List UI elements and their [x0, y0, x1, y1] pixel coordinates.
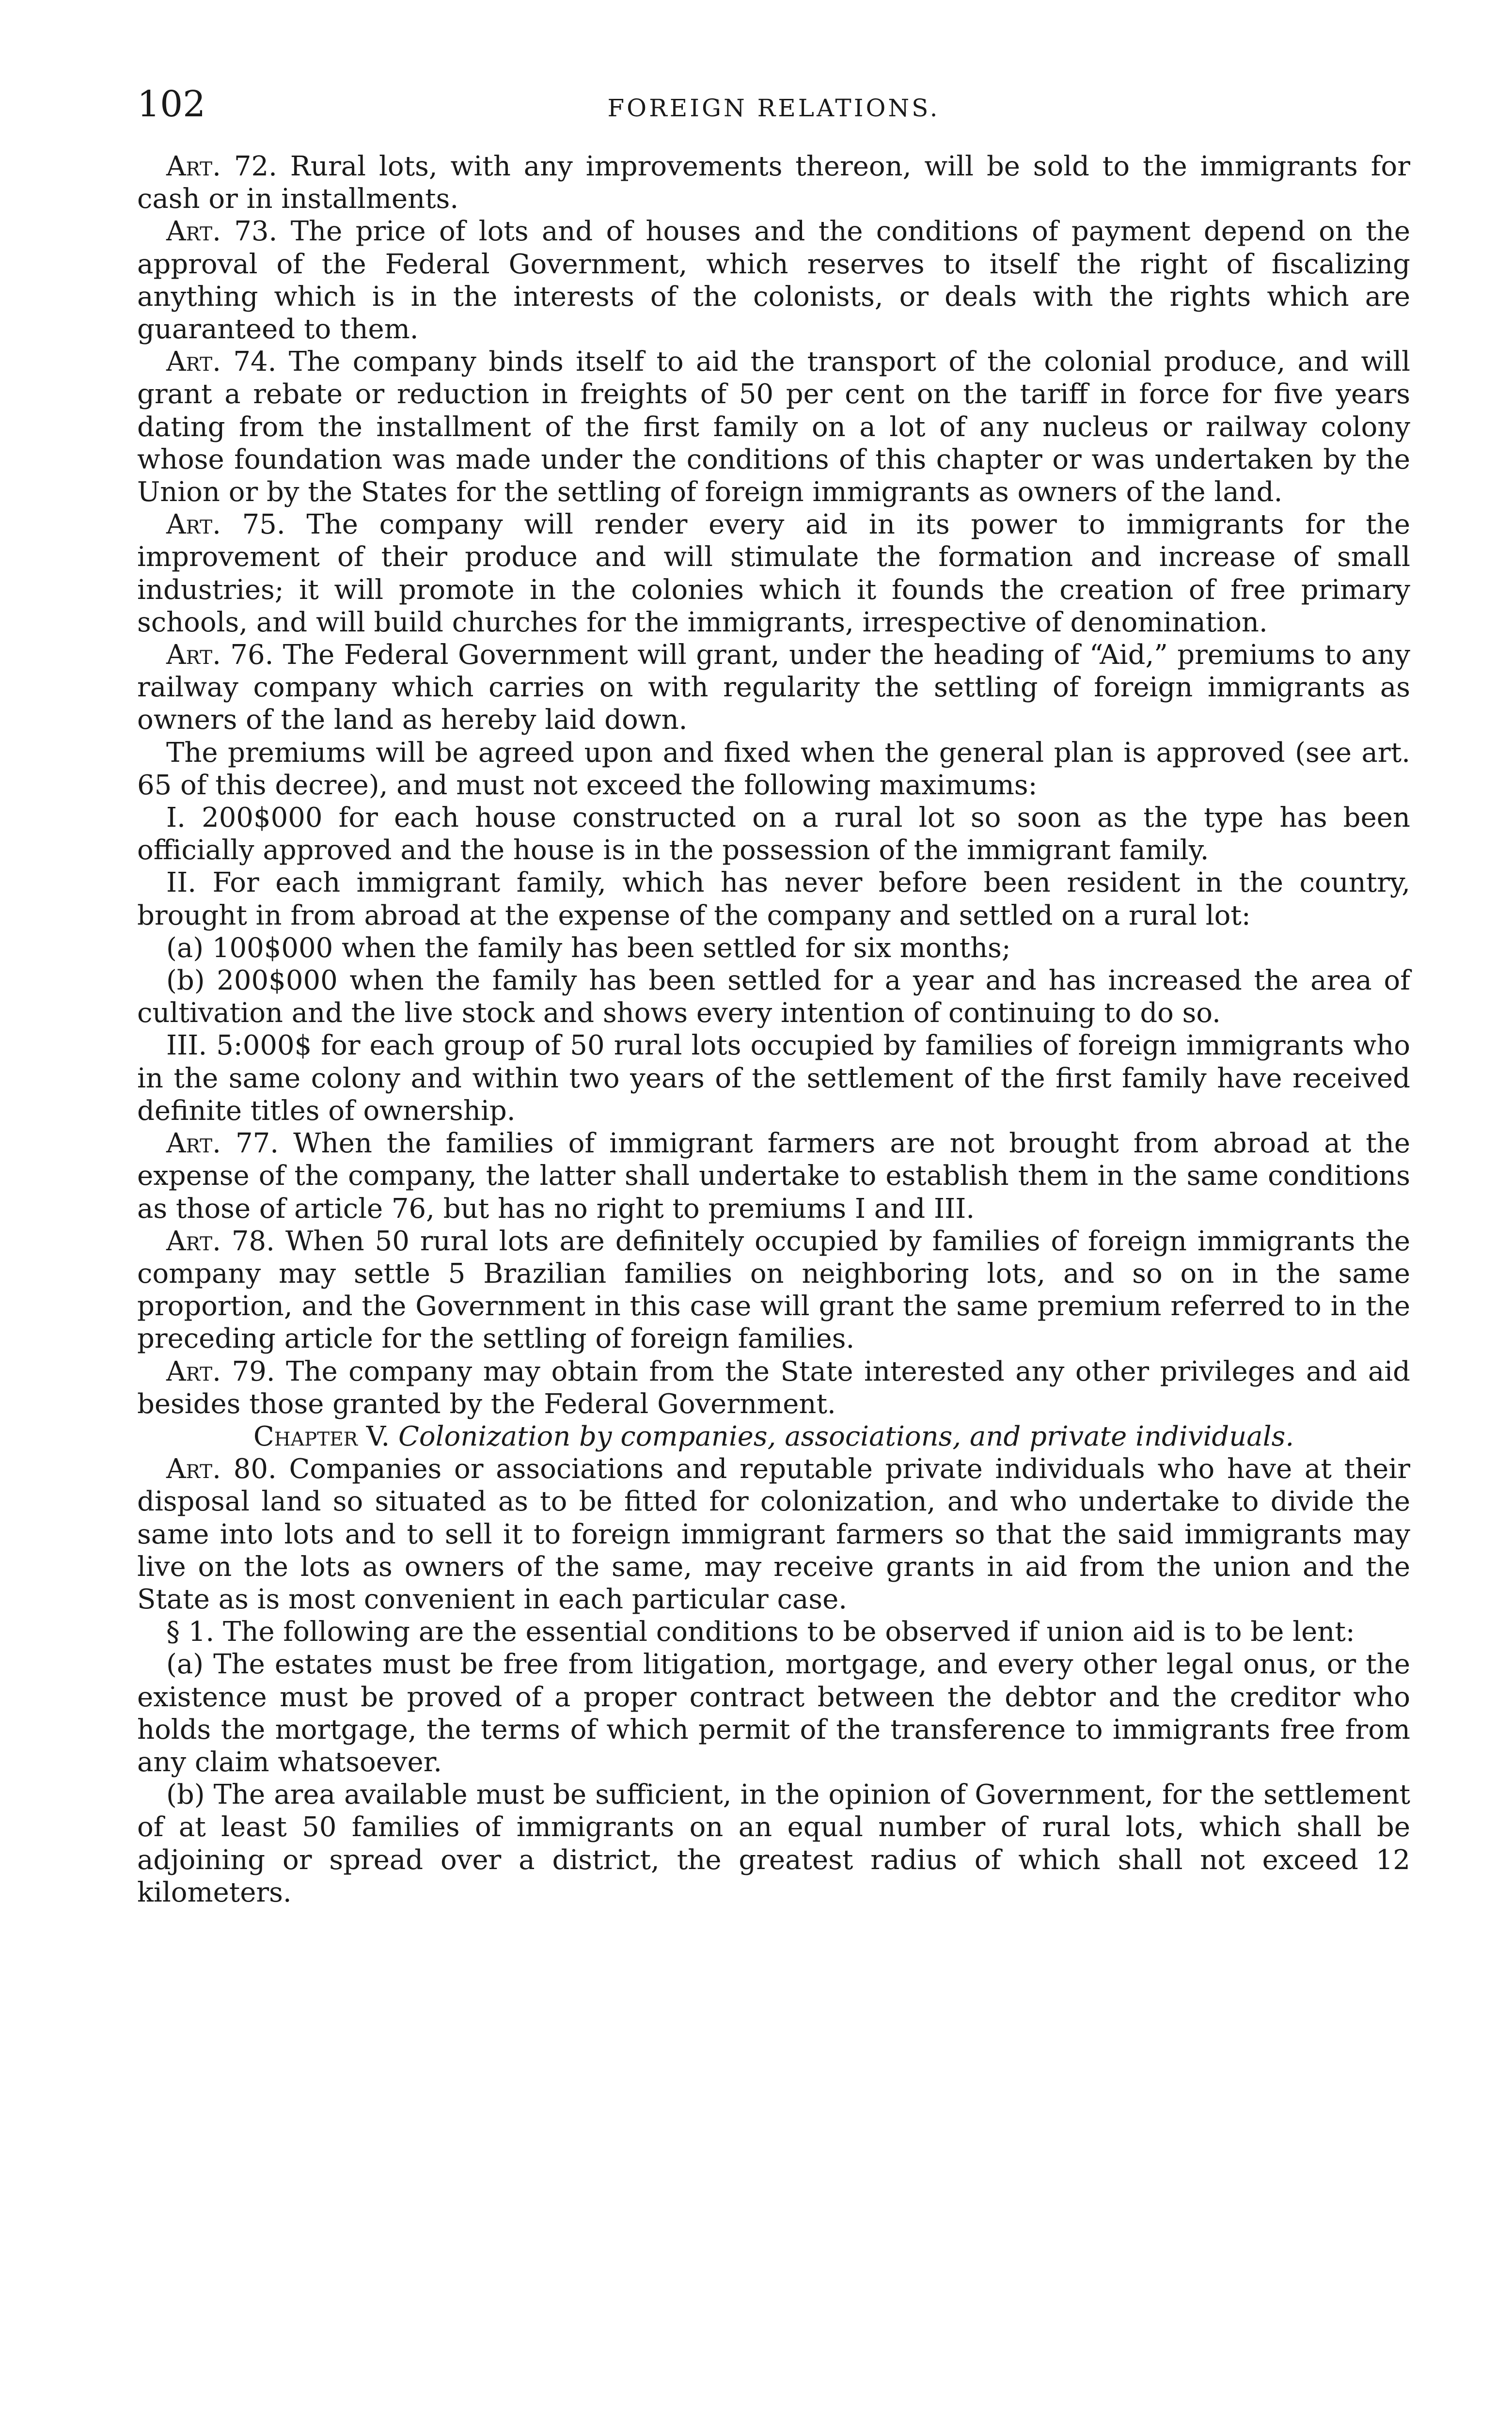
- article-number: 72.: [220, 151, 277, 182]
- article-number: 80.: [220, 1453, 277, 1485]
- paragraph-text: I. 200$000 for each house constructed on a rural lot so soon as the type has been officially approved and the house is in the possession of the immigrant family.: [137, 802, 1410, 866]
- chapter-label: Chapter: [253, 1420, 358, 1452]
- article-label: Art.: [166, 216, 221, 248]
- article-number: 79.: [220, 1355, 275, 1387]
- paragraph-text: The company may obtain from the State interested any other privileges and aid besides those granted by the Federal Government.: [137, 1355, 1411, 1420]
- paragraph-text: III. 5:000$ for each group of 50 rural lots occupied by families of foreign immigrants who in the same colony and within two years of the settlement of the first family have received definite titles of ownership.: [137, 1030, 1410, 1127]
- paragraph-text: The company will render every aid in its power to immigrants for the improvement of their produce and will stimulate the formation and increase of small industries; it will promote in the colonies which it founds the creation of free primary schools, and will build churches for the immigrants, irrespective of denomination.: [137, 509, 1410, 638]
- paragraph-premium-ii-a: [137, 932, 1410, 964]
- article-label: Art.: [166, 151, 221, 182]
- paragraph-art-76: [137, 639, 1410, 737]
- chapter-title: Colonization by companies, associations, and private individuals.: [398, 1420, 1294, 1452]
- paragraph-condition-a: [137, 1648, 1410, 1778]
- chapter-heading: [137, 1420, 1410, 1453]
- running-title: FOREIGN RELATIONS.: [607, 94, 940, 122]
- article-label: Art.: [166, 509, 221, 541]
- paragraph-text: Companies or associations and reputable private individuals who have at their disposal land so situated as to be fitted for colonization, and who undertake to divide the same into lots and to sell it to foreign immigrant farmers so that the said immigrants may live on the lots as owners of the same, may receive grants in aid from the union and the State as is most convenient in each particular case.: [137, 1453, 1410, 1615]
- paragraph-premium-i: [137, 802, 1410, 866]
- article-label: Art.: [166, 639, 221, 671]
- paragraph-condition-b: [137, 1778, 1410, 1909]
- page-number: 102: [137, 83, 206, 125]
- article-number: 78.: [220, 1225, 275, 1257]
- paragraph-section-1: [137, 1616, 1410, 1648]
- running-head: [137, 78, 1410, 150]
- paragraph-premium-iii: [137, 1029, 1410, 1127]
- paragraph-art-74: [137, 346, 1410, 508]
- paragraph-premium-ii-b: [137, 964, 1410, 1029]
- article-number: 75.: [220, 509, 285, 541]
- paragraph-text: When 50 rural lots are definitely occupied by families of foreign immigrants the company may settle 5 Brazilian families on neighboring lots, and so on in the same proportion, and the Government in this case will grant the same premium referred to in the preceding article for the settling of foreign families.: [137, 1225, 1410, 1355]
- paragraph-art-79: [137, 1355, 1410, 1420]
- paragraph-premiums: [137, 737, 1410, 802]
- paragraph-text: (a) 100$000 when the family has been settled for six months;: [166, 932, 1011, 964]
- paragraph-premium-ii: [137, 866, 1410, 931]
- paragraph-text: II. For each immigrant family, which has never before been resident in the country, brought in from abroad at the expense of the company and settled on a rural lot:: [137, 867, 1410, 931]
- article-label: Art.: [166, 1453, 221, 1485]
- article-label: Art.: [166, 1355, 221, 1387]
- paragraph-text: The Federal Government will grant, under the heading of “Aid,” premiums to any railway company which carries on with regularity the settling of foreign immigrants as owners of the land as hereby laid down.: [137, 639, 1411, 736]
- document-page: [137, 78, 1410, 1909]
- body-text: [137, 150, 1410, 1909]
- article-number: 73.: [220, 216, 278, 248]
- paragraph-art-78: [137, 1225, 1410, 1355]
- paragraph-text: The company binds itself to aid the transport of the colonial produce, and will grant a rebate or reduction in freights of 50 per cent on the tariff in force for five years dating from the installment of the first family on a lot of any nucleus or railway colony whose foundation was made under the conditions of this chapter or was undertaken by the Union or by the States for the settling of foreign immigrants as owners of the land.: [137, 346, 1411, 508]
- paragraph-text: When the families of immigrant farmers are not brought from abroad at the expense of the company, the latter shall undertake to establish them in the same conditions as those of article 76, but has no right to premiums I and III.: [137, 1128, 1410, 1225]
- article-number: 76.: [220, 639, 274, 671]
- paragraph-art-72: [137, 150, 1410, 215]
- article-number: 74.: [220, 346, 277, 378]
- article-number: 77.: [220, 1128, 279, 1160]
- article-label: Art.: [166, 1128, 221, 1160]
- paragraph-art-75: [137, 508, 1410, 639]
- paragraph-text: (b) The area available must be sufficient, in the opinion of Government, for the settlement of at least 50 families of immigrants on an equal number of rural lots, which shall be adjoining or spread over a district, the greatest radius of which shall not exceed 12 kilometers.: [137, 1779, 1410, 1908]
- paragraph-text: The price of lots and of houses and the conditions of payment depend on the approval of the Federal Government, which reserves to itself the right of fiscalizing anything which is in the interests of the colonists, or deals with the rights which are guaranteed to them.: [137, 216, 1410, 346]
- paragraph-text: § 1. The following are the essential conditions to be observed if union aid is to be lent:: [166, 1616, 1355, 1648]
- paragraph-text: (b) 200$000 when the family has been settled for a year and has increased the area of cultivation and the live stock and shows every intention of continuing to do so.: [137, 965, 1410, 1029]
- article-label: Art.: [166, 1225, 221, 1257]
- paragraph-text: The premiums will be agreed upon and fixed when the general plan is approved (see art. 65 of this decree), and must not exceed the following maximums:: [137, 737, 1410, 801]
- paragraph-art-77: [137, 1127, 1410, 1225]
- paragraph-art-80: [137, 1453, 1410, 1616]
- paragraph-text: Rural lots, with any improvements thereon, will be sold to the immigrants for cash or in installments.: [137, 151, 1411, 215]
- article-label: Art.: [166, 346, 221, 378]
- paragraph-text: (a) The estates must be free from litigation, mortgage, and every other legal onus, or the existence must be proved of a proper contract between the debtor and the creditor who holds the mortgage, the terms of which permit of the transference to immigrants free from any claim whatsoever.: [137, 1649, 1410, 1778]
- chapter-number: V.: [357, 1420, 399, 1452]
- paragraph-art-73: [137, 215, 1410, 346]
